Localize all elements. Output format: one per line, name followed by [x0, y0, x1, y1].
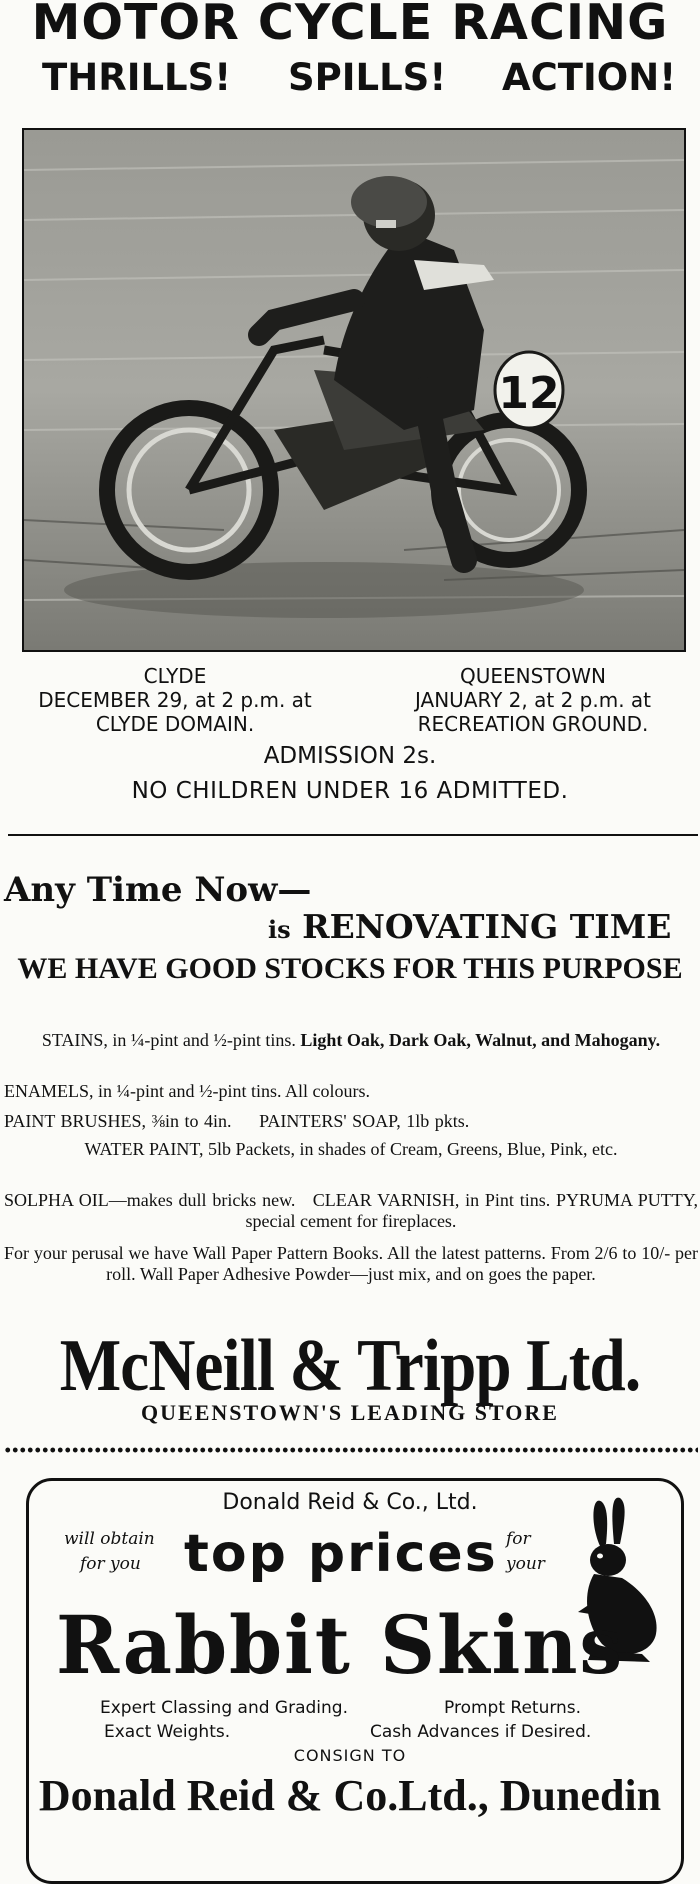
item-solpha: SOLPHA OIL—makes dull bricks new.: [4, 1190, 296, 1210]
dotted-divider: [4, 1446, 698, 1454]
admission-price: ADMISSION 2s.: [263, 743, 437, 769]
will-obtain-line: will obtain: [64, 1529, 155, 1549]
donald-reid-heading: Donald Reid & Co., Ltd.: [222, 1490, 478, 1515]
for-your-text: [506, 1527, 545, 1577]
venue-clyde-date: DECEMBER 29, at 2 p.m. at: [38, 688, 312, 712]
racer-number: 12: [498, 368, 560, 419]
item-water-paint: WATER PAINT, 5lb Packets, in shades of Cream, Greens, Blue, Pink, etc.: [84, 1139, 618, 1159]
item-wallpaper: For your perusal we have Wall Paper Pattern Books. All the latest patterns. From 2/6 to 10/- per roll. Wall Paper Adhesive Powder—just mix, and on goes the paper.: [4, 1243, 698, 1284]
venue-clyde-town: CLYDE: [143, 664, 207, 688]
age-restriction: NO CHILDREN UNDER 16 ADMITTED.: [131, 778, 569, 804]
item-varnish: CLEAR VARNISH, in Pint tins.: [312, 1190, 551, 1210]
stocks-heading: WE HAVE GOOD STOCKS FOR THIS PURPOSE: [17, 952, 683, 985]
item-stains: [4, 1030, 698, 1051]
for-you-line: for you: [80, 1554, 141, 1574]
slogan-action: ACTION!: [502, 56, 677, 99]
item-putty: PYRUMA PUTTY, special cement for fireplaces.: [245, 1190, 698, 1231]
venue-queenstown-place: RECREATION GROUND.: [417, 712, 649, 736]
item-enamels: ENAMELS, in ¼-pint and ½-pint tins. All colours.: [4, 1081, 370, 1101]
consign-to: CONSIGN TO: [293, 1746, 407, 1765]
slogan-thrills: THRILLS!: [42, 56, 232, 99]
slogan-spills: SPILLS!: [288, 56, 447, 99]
venue-queenstown-date: JANUARY 2, at 2 p.m. at: [414, 688, 652, 712]
motorcycle-photo: [22, 128, 686, 652]
venue-queenstown: [368, 664, 698, 736]
venue-clyde-place: CLYDE DOMAIN.: [95, 712, 255, 736]
rabbit-skins-headline: Rabbit Skins: [56, 1598, 625, 1692]
divider-rule: [8, 834, 698, 836]
venue-clyde: [10, 664, 340, 736]
venue-queenstown-town: QUEENSTOWN: [459, 664, 606, 688]
spec-weights: Exact Weights.: [104, 1722, 231, 1742]
item-brushes: PAINT BRUSHES, ⅜in to 4in.: [4, 1111, 232, 1131]
spec-classing: Expert Classing and Grading.: [100, 1698, 348, 1718]
headline-any-time-now: Any Time Now—: [4, 870, 312, 910]
stains-sizes: STAINS, in ¼-pint and ½-pint tins.: [41, 1030, 296, 1050]
mcneill-tripp-logo: McNeill & Tripp Ltd.: [59, 1325, 641, 1407]
spec-returns: Prompt Returns.: [444, 1698, 582, 1718]
for-line: for: [506, 1529, 531, 1549]
stains-colours: Light Oak, Dark Oak, Walnut, and Mahogany.: [300, 1030, 661, 1050]
top-prices-headline: top prices: [184, 1524, 498, 1584]
brand-tagline: QUEENSTOWN'S LEADING STORE: [141, 1400, 559, 1425]
your-line: your: [506, 1554, 545, 1574]
headline-renovating-text: RENOVATING TIME: [302, 907, 672, 946]
spec-advances: Cash Advances if Desired.: [370, 1722, 592, 1742]
headline-renovating-time: [268, 907, 671, 946]
donald-reid-logo: Donald Reid & Co.Ltd., Dunedin: [38, 1771, 662, 1820]
item-brushes-soap: [4, 1111, 698, 1132]
item-solpha-varnish-putty: [4, 1190, 698, 1232]
ad1-title: MOTOR CYCLE RACING: [31, 0, 669, 51]
item-soap: PAINTERS' SOAP, 1lb pkts.: [259, 1111, 470, 1131]
headline-is: is: [268, 915, 291, 944]
will-obtain-text: [64, 1527, 155, 1577]
